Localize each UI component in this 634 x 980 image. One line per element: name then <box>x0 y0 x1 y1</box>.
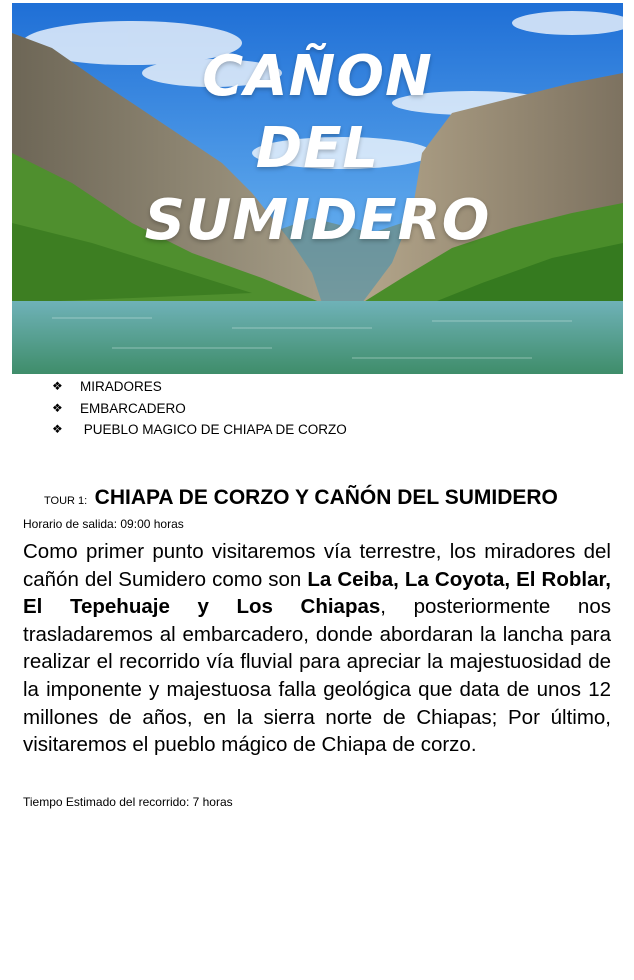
departure-time: Horario de salida: 09:00 horas <box>23 517 184 531</box>
diamond-bullet-icon: ❖ <box>52 379 63 393</box>
hero-title-line: SUMIDERO <box>144 188 491 253</box>
tour-title: CHIAPA DE CORZO Y CAÑÓN DEL SUMIDERO <box>94 486 558 509</box>
list-item <box>52 398 347 420</box>
highlights-list <box>52 376 347 441</box>
list-item-label: EMBARCADERO <box>80 400 186 416</box>
list-item-label: PUEBLO MAGICO DE CHIAPA DE CORZO <box>80 422 347 437</box>
list-item-label: MIRADORES <box>80 379 162 394</box>
list-item <box>52 419 347 441</box>
hero-title-line: CAÑON <box>202 44 433 109</box>
description-text: Como primer punto visitaremos vía terrestre, los miradores del cañón del Sumidero como son <box>23 540 629 591</box>
hero-title <box>12 41 623 257</box>
tour-heading <box>44 486 558 510</box>
hero-banner <box>12 3 623 374</box>
description-viewpoints: La Ceiba, La Coyota, El Roblar, El Tepehuaje y Los Chiapas <box>23 567 612 619</box>
diamond-bullet-icon: ❖ <box>52 400 63 415</box>
list-item <box>52 376 347 398</box>
diamond-bullet-icon: ❖ <box>52 422 63 436</box>
estimated-duration: Tiempo Estimado del recorrido: 7 horas <box>23 795 233 809</box>
tour-number: TOUR 1: <box>44 495 88 507</box>
hero-title-line: DEL <box>255 116 380 181</box>
tour-description <box>23 538 629 759</box>
description-text: , posteriormente nos trasladaremos al embarcadero, donde abordaran la lancha para realizar el recorrido vía fluvial para apreciar la majestuosidad de la imponente y majestuosa falla geológica que data de unos 12 millones de años, en la sierra norte de Chiapas; Por último, visitaremos el pueblo mágico de Chiapa de corzo. <box>23 595 611 757</box>
